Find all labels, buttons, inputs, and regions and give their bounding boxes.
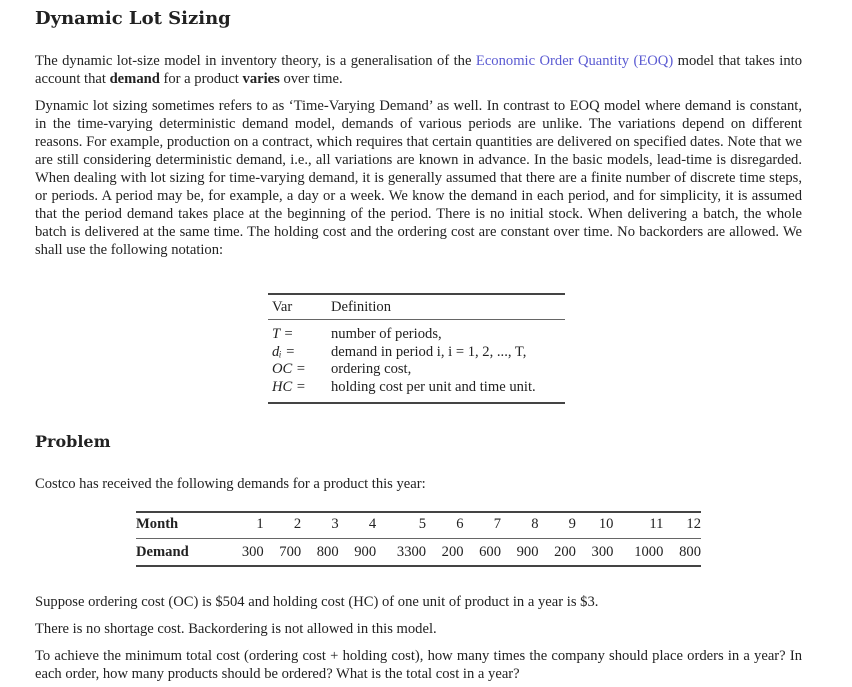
eoq-link[interactable]: Economic Order Quantity (EOQ) [475, 53, 674, 69]
month-cell: 5 [376, 512, 426, 539]
bold-text: varies [242, 71, 280, 87]
var: T = [272, 326, 294, 342]
month-cell: 11 [613, 512, 663, 539]
month-cell: 3 [301, 512, 338, 539]
demand-cell: 300 [241, 544, 264, 560]
month-cell: 6 [426, 512, 463, 539]
text: over time. [279, 71, 343, 87]
var: dᵢ = [272, 343, 296, 360]
month-cell: 8 [501, 512, 538, 539]
demand-cell: 1000 [634, 544, 664, 560]
notation-table [268, 293, 565, 404]
page-title: Dynamic Lot Sizing [35, 8, 231, 29]
demand-cell: 800 [316, 544, 339, 560]
var: OC = [272, 361, 306, 377]
definition: number of periods, [331, 326, 442, 342]
text: model that takes into account that [35, 53, 802, 87]
question-main: To achieve the minimum total cost (ordering cost + holding cost), how many times the company should place orders in a year? In each order, how many products should be ordered? What is the total cost in a year? [35, 648, 802, 682]
intro-paragraph [35, 52, 802, 88]
demand-cell: 300 [591, 544, 614, 560]
demand-cell: 3300 [396, 544, 427, 560]
problem-heading: Problem [35, 432, 111, 451]
demand-cell: 200 [554, 544, 576, 560]
month-cell: 10 [576, 512, 613, 539]
demand-label: Demand [136, 544, 189, 560]
definition: demand in period i, i = 1, 2, ..., T, [331, 343, 527, 360]
demand-table [136, 511, 701, 567]
demand-cell: 900 [354, 544, 377, 560]
demand-cell: 200 [441, 544, 464, 560]
description-paragraph: Dynamic lot sizing sometimes refers to as ‘Time-Varying Demand’ as well. In contrast to EOQ model where demand is constant, in the time-varying deterministic demand model, demands of various periods are unlike. The variations depend on different reasons. For example, production on a contract, which requires that certain quantities are delivered on specified dates. Note that we are still considering deterministic demand, i.e., all variations are known in advance. In the basic models, lead-time is disregarded. When dealing with lot sizing for time-varying demand, it is generally assumed that there are a finite number of discrete time steps, or periods. A period may be, for example, a day or a week. We know the demand in each period, and for simplicity, it is assumed that the period demand takes place at the beginning of the period. There is no initial stock. When delivering a batch, the whole batch is delivered at the same time. The holding cost and the ordering cost are constant over time. No backorders are allowed. We shall use the following notation: [35, 98, 802, 258]
demand-cell: 700 [279, 544, 302, 560]
problem-intro: Costco has received the following demands for a product this year: [35, 476, 426, 492]
var: HC = [272, 378, 306, 395]
text: The dynamic lot-size model in inventory theory, is a generalisation of the [35, 53, 476, 69]
demand-cell: 900 [516, 544, 539, 560]
question-backorder: There is no shortage cost. Backordering is not allowed in this model. [35, 621, 437, 637]
definition: holding cost per unit and time unit. [331, 378, 536, 395]
month-cell: 1 [226, 512, 263, 539]
month-cell: 4 [339, 512, 376, 539]
month-cell: 2 [264, 512, 301, 539]
definition: ordering cost, [331, 361, 412, 377]
text: for a product [159, 71, 243, 87]
header-var: Var [268, 294, 327, 320]
demand-cell: 600 [479, 544, 502, 560]
month-cell: 9 [538, 512, 575, 539]
month-cell: 7 [464, 512, 501, 539]
question-costs: Suppose ordering cost (OC) is $504 and holding cost (HC) of one unit of product in a year is $3. [35, 594, 599, 610]
header-definition: Definition [327, 294, 565, 320]
month-label: Month [136, 512, 226, 539]
bold-text: demand [109, 71, 160, 87]
month-cell: 12 [663, 512, 701, 539]
demand-cell: 800 [679, 544, 701, 560]
